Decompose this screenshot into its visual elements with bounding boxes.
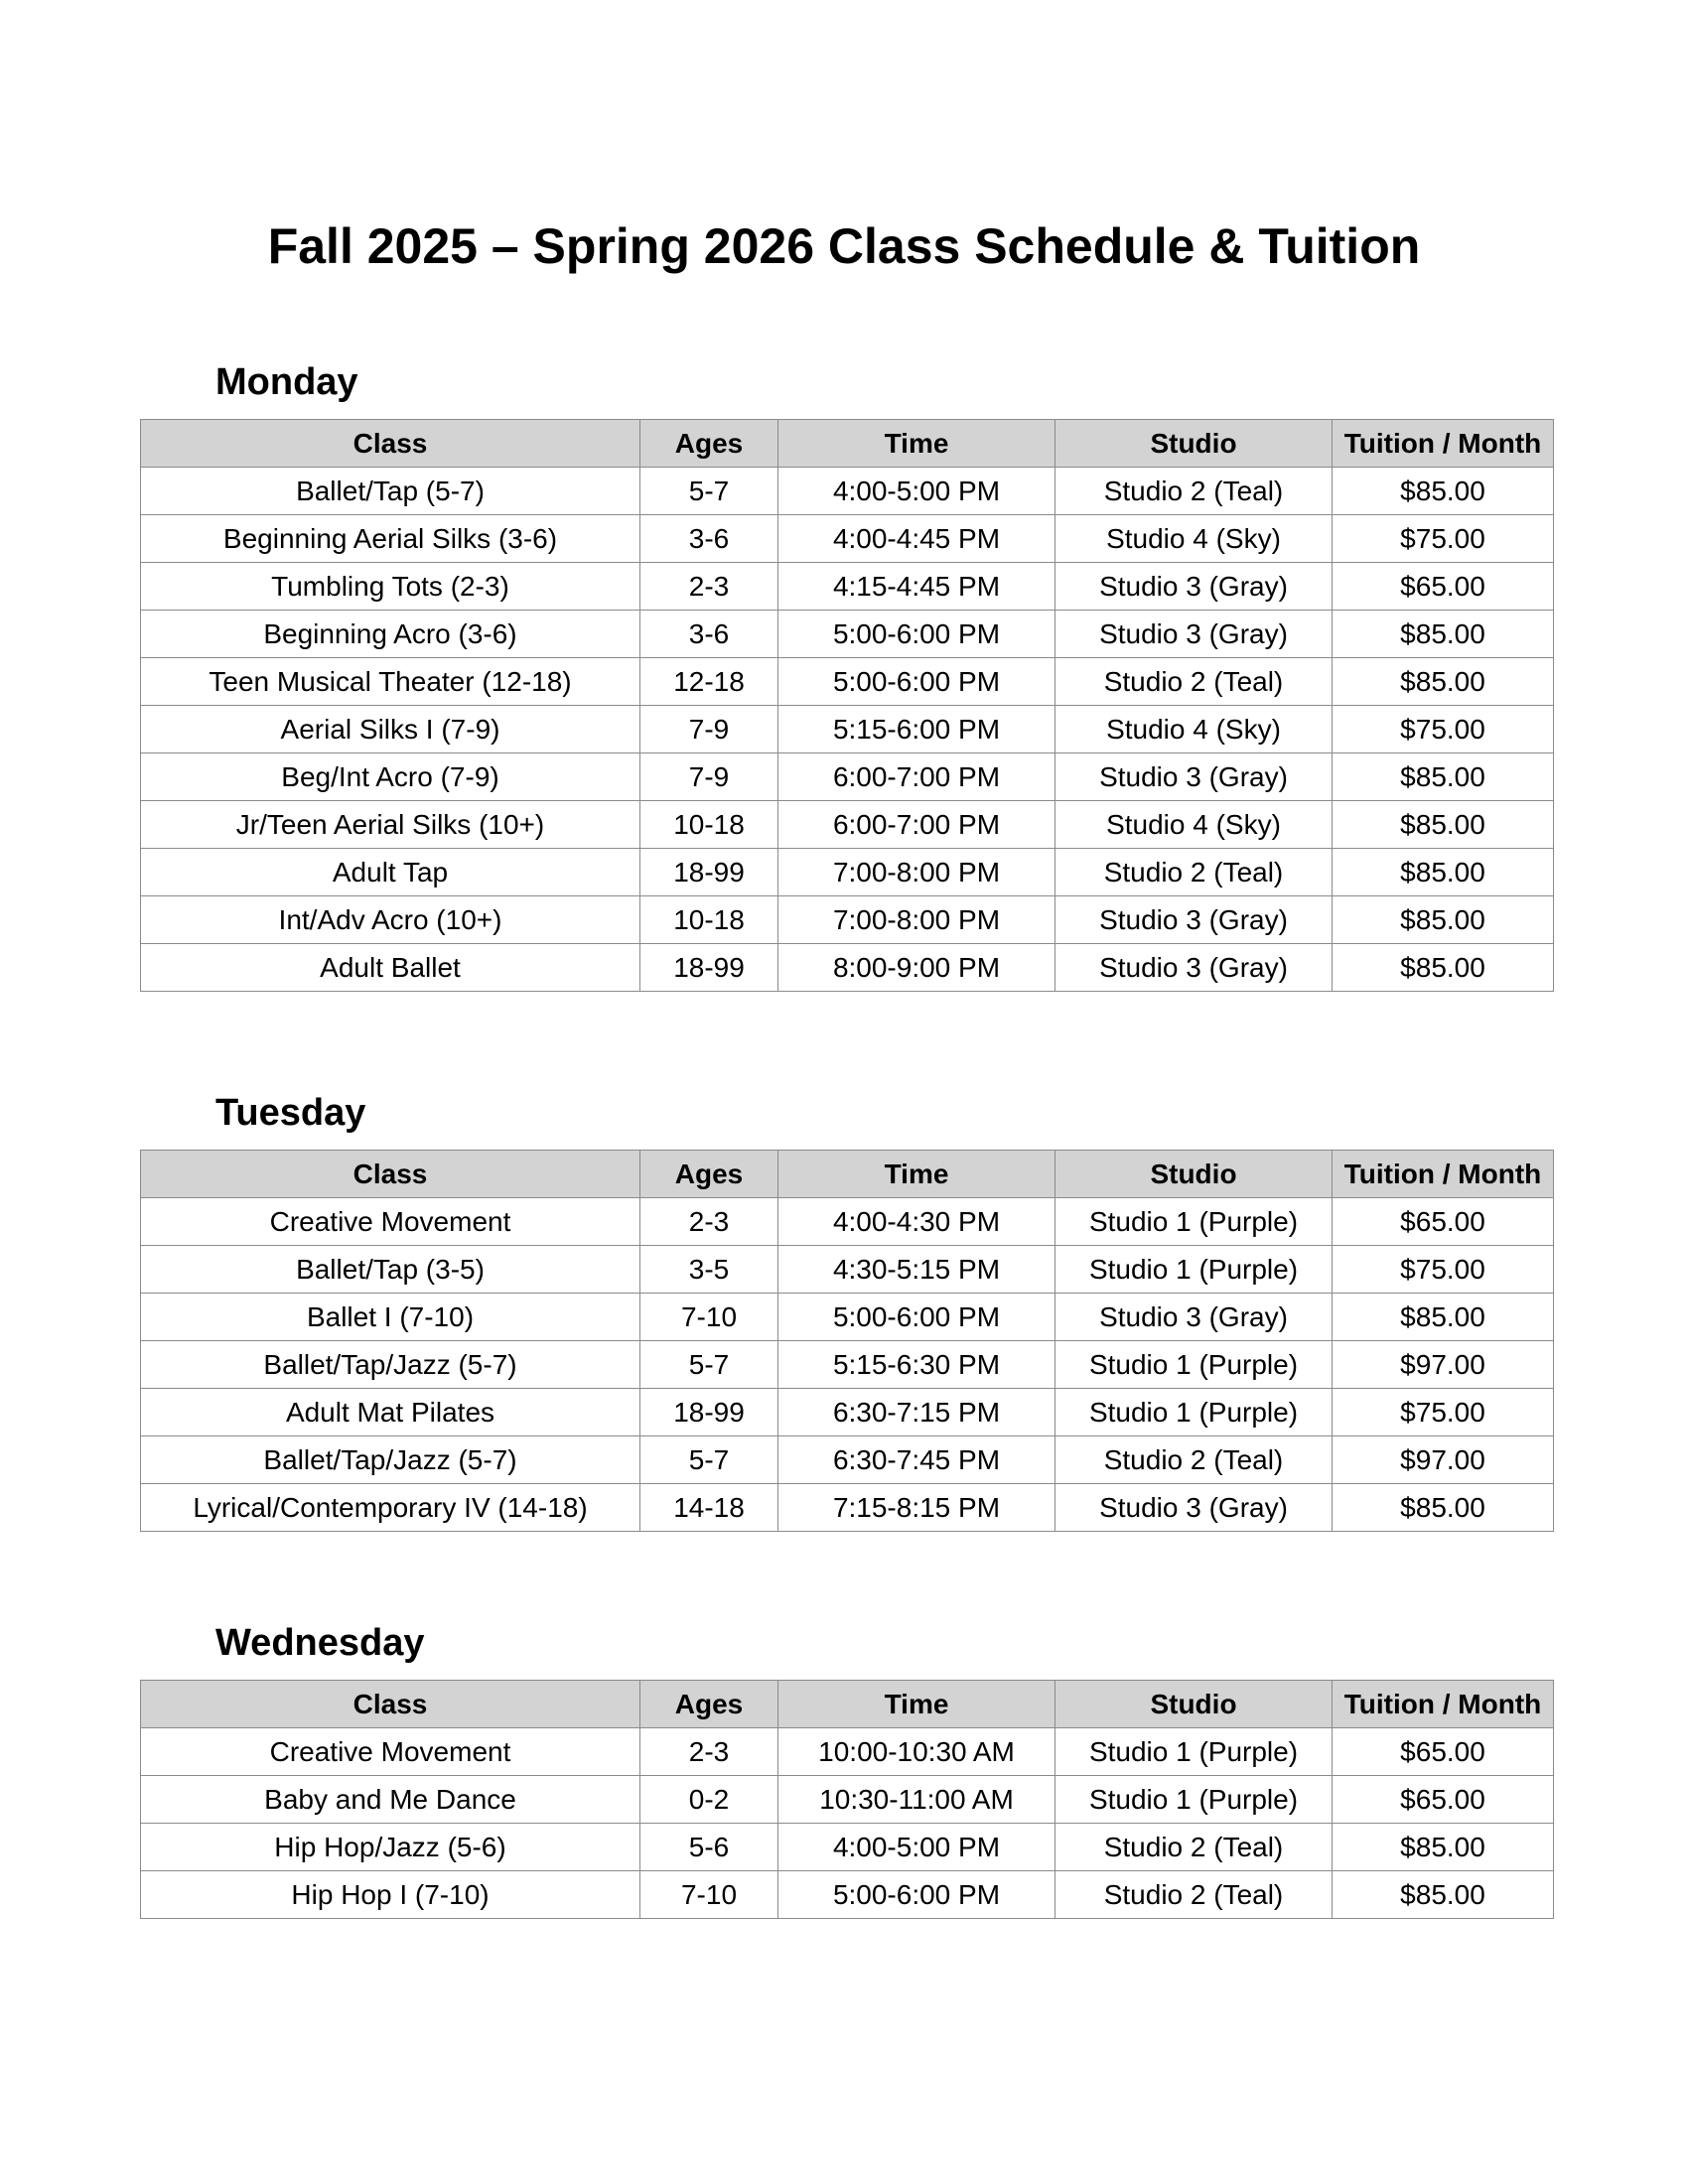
day-heading: Monday bbox=[215, 361, 358, 403]
class-cell: Lyrical/Contemporary IV (14-18) bbox=[141, 1484, 640, 1532]
table-row bbox=[141, 1294, 1554, 1341]
tuition-cell: $85.00 bbox=[1333, 1484, 1554, 1532]
ages-cell: 2-3 bbox=[640, 1728, 778, 1776]
tuition-cell: $97.00 bbox=[1333, 1341, 1554, 1389]
studio-cell: Studio 4 (Sky) bbox=[1055, 801, 1333, 849]
time-cell: 8:00-9:00 PM bbox=[778, 944, 1055, 992]
schedule-table bbox=[140, 419, 1554, 992]
column-header-tuition: Tuition / Month bbox=[1333, 1681, 1554, 1728]
ages-cell: 12-18 bbox=[640, 658, 778, 706]
studio-cell: Studio 1 (Purple) bbox=[1055, 1341, 1333, 1389]
class-cell: Ballet I (7-10) bbox=[141, 1294, 640, 1341]
studio-cell: Studio 3 (Gray) bbox=[1055, 563, 1333, 611]
tuition-cell: $85.00 bbox=[1333, 753, 1554, 801]
time-cell: 10:30-11:00 AM bbox=[778, 1776, 1055, 1824]
class-cell: Tumbling Tots (2-3) bbox=[141, 563, 640, 611]
class-cell: Beginning Aerial Silks (3-6) bbox=[141, 515, 640, 563]
class-cell: Aerial Silks I (7-9) bbox=[141, 706, 640, 753]
studio-cell: Studio 2 (Teal) bbox=[1055, 658, 1333, 706]
column-header-time: Time bbox=[778, 420, 1055, 468]
tuition-cell: $85.00 bbox=[1333, 1294, 1554, 1341]
table-row bbox=[141, 1871, 1554, 1919]
column-header-studio: Studio bbox=[1055, 420, 1333, 468]
header-row bbox=[141, 1151, 1554, 1198]
time-cell: 5:00-6:00 PM bbox=[778, 1871, 1055, 1919]
studio-cell: Studio 3 (Gray) bbox=[1055, 1484, 1333, 1532]
class-cell: Jr/Teen Aerial Silks (10+) bbox=[141, 801, 640, 849]
time-cell: 6:30-7:15 PM bbox=[778, 1389, 1055, 1436]
ages-cell: 5-7 bbox=[640, 468, 778, 515]
column-header-time: Time bbox=[778, 1681, 1055, 1728]
tuition-cell: $97.00 bbox=[1333, 1436, 1554, 1484]
table-row bbox=[141, 1389, 1554, 1436]
studio-cell: Studio 2 (Teal) bbox=[1055, 1871, 1333, 1919]
tuition-cell: $85.00 bbox=[1333, 658, 1554, 706]
tuition-cell: $75.00 bbox=[1333, 706, 1554, 753]
schedule-table bbox=[140, 1680, 1554, 1919]
class-cell: Ballet/Tap/Jazz (5-7) bbox=[141, 1341, 640, 1389]
tuition-cell: $85.00 bbox=[1333, 1824, 1554, 1871]
column-header-ages: Ages bbox=[640, 420, 778, 468]
class-cell: Hip Hop/Jazz (5-6) bbox=[141, 1824, 640, 1871]
ages-cell: 2-3 bbox=[640, 563, 778, 611]
tuition-cell: $65.00 bbox=[1333, 1198, 1554, 1246]
studio-cell: Studio 1 (Purple) bbox=[1055, 1389, 1333, 1436]
table-row bbox=[141, 1484, 1554, 1532]
class-cell: Ballet/Tap (3-5) bbox=[141, 1246, 640, 1294]
time-cell: 4:00-4:45 PM bbox=[778, 515, 1055, 563]
class-cell: Beginning Acro (3-6) bbox=[141, 611, 640, 658]
tuition-cell: $65.00 bbox=[1333, 1728, 1554, 1776]
column-header-studio: Studio bbox=[1055, 1681, 1333, 1728]
ages-cell: 3-6 bbox=[640, 611, 778, 658]
studio-cell: Studio 2 (Teal) bbox=[1055, 468, 1333, 515]
column-header-class: Class bbox=[141, 1151, 640, 1198]
tuition-cell: $65.00 bbox=[1333, 563, 1554, 611]
studio-cell: Studio 3 (Gray) bbox=[1055, 896, 1333, 944]
time-cell: 6:30-7:45 PM bbox=[778, 1436, 1055, 1484]
ages-cell: 5-7 bbox=[640, 1436, 778, 1484]
time-cell: 4:00-5:00 PM bbox=[778, 1824, 1055, 1871]
ages-cell: 7-9 bbox=[640, 706, 778, 753]
time-cell: 7:00-8:00 PM bbox=[778, 849, 1055, 896]
table-row bbox=[141, 1341, 1554, 1389]
header-row bbox=[141, 1681, 1554, 1728]
ages-cell: 3-6 bbox=[640, 515, 778, 563]
class-cell: Teen Musical Theater (12-18) bbox=[141, 658, 640, 706]
time-cell: 5:00-6:00 PM bbox=[778, 1294, 1055, 1341]
studio-cell: Studio 4 (Sky) bbox=[1055, 515, 1333, 563]
tuition-cell: $85.00 bbox=[1333, 896, 1554, 944]
schedule-table bbox=[140, 1150, 1554, 1532]
tuition-cell: $85.00 bbox=[1333, 944, 1554, 992]
table-row bbox=[141, 1198, 1554, 1246]
class-cell: Adult Tap bbox=[141, 849, 640, 896]
studio-cell: Studio 2 (Teal) bbox=[1055, 849, 1333, 896]
ages-cell: 7-9 bbox=[640, 753, 778, 801]
time-cell: 5:00-6:00 PM bbox=[778, 611, 1055, 658]
table-row bbox=[141, 801, 1554, 849]
class-cell: Hip Hop I (7-10) bbox=[141, 1871, 640, 1919]
tuition-cell: $85.00 bbox=[1333, 849, 1554, 896]
class-cell: Int/Adv Acro (10+) bbox=[141, 896, 640, 944]
class-cell: Baby and Me Dance bbox=[141, 1776, 640, 1824]
column-header-class: Class bbox=[141, 420, 640, 468]
studio-cell: Studio 1 (Purple) bbox=[1055, 1246, 1333, 1294]
column-header-ages: Ages bbox=[640, 1151, 778, 1198]
table-row bbox=[141, 611, 1554, 658]
table-row bbox=[141, 1824, 1554, 1871]
tuition-cell: $85.00 bbox=[1333, 1871, 1554, 1919]
studio-cell: Studio 3 (Gray) bbox=[1055, 611, 1333, 658]
column-header-class: Class bbox=[141, 1681, 640, 1728]
tuition-cell: $75.00 bbox=[1333, 515, 1554, 563]
table-row bbox=[141, 706, 1554, 753]
tuition-cell: $75.00 bbox=[1333, 1246, 1554, 1294]
table-row bbox=[141, 1776, 1554, 1824]
ages-cell: 7-10 bbox=[640, 1871, 778, 1919]
tuition-cell: $65.00 bbox=[1333, 1776, 1554, 1824]
class-cell: Adult Ballet bbox=[141, 944, 640, 992]
studio-cell: Studio 1 (Purple) bbox=[1055, 1728, 1333, 1776]
tuition-cell: $85.00 bbox=[1333, 801, 1554, 849]
time-cell: 6:00-7:00 PM bbox=[778, 801, 1055, 849]
ages-cell: 7-10 bbox=[640, 1294, 778, 1341]
studio-cell: Studio 3 (Gray) bbox=[1055, 1294, 1333, 1341]
ages-cell: 10-18 bbox=[640, 801, 778, 849]
time-cell: 6:00-7:00 PM bbox=[778, 753, 1055, 801]
table-row bbox=[141, 896, 1554, 944]
class-cell: Creative Movement bbox=[141, 1198, 640, 1246]
column-header-time: Time bbox=[778, 1151, 1055, 1198]
time-cell: 7:15-8:15 PM bbox=[778, 1484, 1055, 1532]
class-cell: Ballet/Tap/Jazz (5-7) bbox=[141, 1436, 640, 1484]
day-section-tuesday bbox=[140, 1090, 1553, 1532]
ages-cell: 18-99 bbox=[640, 944, 778, 992]
time-cell: 5:15-6:30 PM bbox=[778, 1341, 1055, 1389]
day-heading: Wednesday bbox=[215, 1622, 425, 1664]
studio-cell: Studio 2 (Teal) bbox=[1055, 1824, 1333, 1871]
studio-cell: Studio 4 (Sky) bbox=[1055, 706, 1333, 753]
page-title: Fall 2025 – Spring 2026 Class Schedule & Tuition bbox=[267, 218, 1421, 274]
header-row bbox=[141, 420, 1554, 468]
tuition-cell: $85.00 bbox=[1333, 468, 1554, 515]
class-cell: Creative Movement bbox=[141, 1728, 640, 1776]
time-cell: 4:00-4:30 PM bbox=[778, 1198, 1055, 1246]
time-cell: 4:15-4:45 PM bbox=[778, 563, 1055, 611]
time-cell: 4:30-5:15 PM bbox=[778, 1246, 1055, 1294]
class-cell: Beg/Int Acro (7-9) bbox=[141, 753, 640, 801]
studio-cell: Studio 2 (Teal) bbox=[1055, 1436, 1333, 1484]
ages-cell: 3-5 bbox=[640, 1246, 778, 1294]
column-header-studio: Studio bbox=[1055, 1151, 1333, 1198]
tuition-cell: $75.00 bbox=[1333, 1389, 1554, 1436]
day-section-wednesday bbox=[140, 1620, 1553, 1919]
column-header-tuition: Tuition / Month bbox=[1333, 1151, 1554, 1198]
day-heading: Tuesday bbox=[215, 1092, 366, 1134]
column-header-tuition: Tuition / Month bbox=[1333, 420, 1554, 468]
ages-cell: 10-18 bbox=[640, 896, 778, 944]
tuition-cell: $85.00 bbox=[1333, 611, 1554, 658]
day-section-monday bbox=[140, 359, 1553, 992]
column-header-ages: Ages bbox=[640, 1681, 778, 1728]
time-cell: 5:15-6:00 PM bbox=[778, 706, 1055, 753]
time-cell: 10:00-10:30 AM bbox=[778, 1728, 1055, 1776]
table-row bbox=[141, 515, 1554, 563]
table-row bbox=[141, 1436, 1554, 1484]
table-row bbox=[141, 468, 1554, 515]
table-row bbox=[141, 849, 1554, 896]
class-cell: Ballet/Tap (5-7) bbox=[141, 468, 640, 515]
studio-cell: Studio 3 (Gray) bbox=[1055, 753, 1333, 801]
table-row bbox=[141, 1246, 1554, 1294]
ages-cell: 18-99 bbox=[640, 849, 778, 896]
class-cell: Adult Mat Pilates bbox=[141, 1389, 640, 1436]
studio-cell: Studio 1 (Purple) bbox=[1055, 1776, 1333, 1824]
time-cell: 4:00-5:00 PM bbox=[778, 468, 1055, 515]
time-cell: 7:00-8:00 PM bbox=[778, 896, 1055, 944]
ages-cell: 2-3 bbox=[640, 1198, 778, 1246]
table-row bbox=[141, 658, 1554, 706]
table-row bbox=[141, 753, 1554, 801]
ages-cell: 5-6 bbox=[640, 1824, 778, 1871]
table-row bbox=[141, 1728, 1554, 1776]
ages-cell: 18-99 bbox=[640, 1389, 778, 1436]
studio-cell: Studio 1 (Purple) bbox=[1055, 1198, 1333, 1246]
ages-cell: 14-18 bbox=[640, 1484, 778, 1532]
table-row bbox=[141, 563, 1554, 611]
studio-cell: Studio 3 (Gray) bbox=[1055, 944, 1333, 992]
ages-cell: 0-2 bbox=[640, 1776, 778, 1824]
time-cell: 5:00-6:00 PM bbox=[778, 658, 1055, 706]
ages-cell: 5-7 bbox=[640, 1341, 778, 1389]
table-row bbox=[141, 944, 1554, 992]
